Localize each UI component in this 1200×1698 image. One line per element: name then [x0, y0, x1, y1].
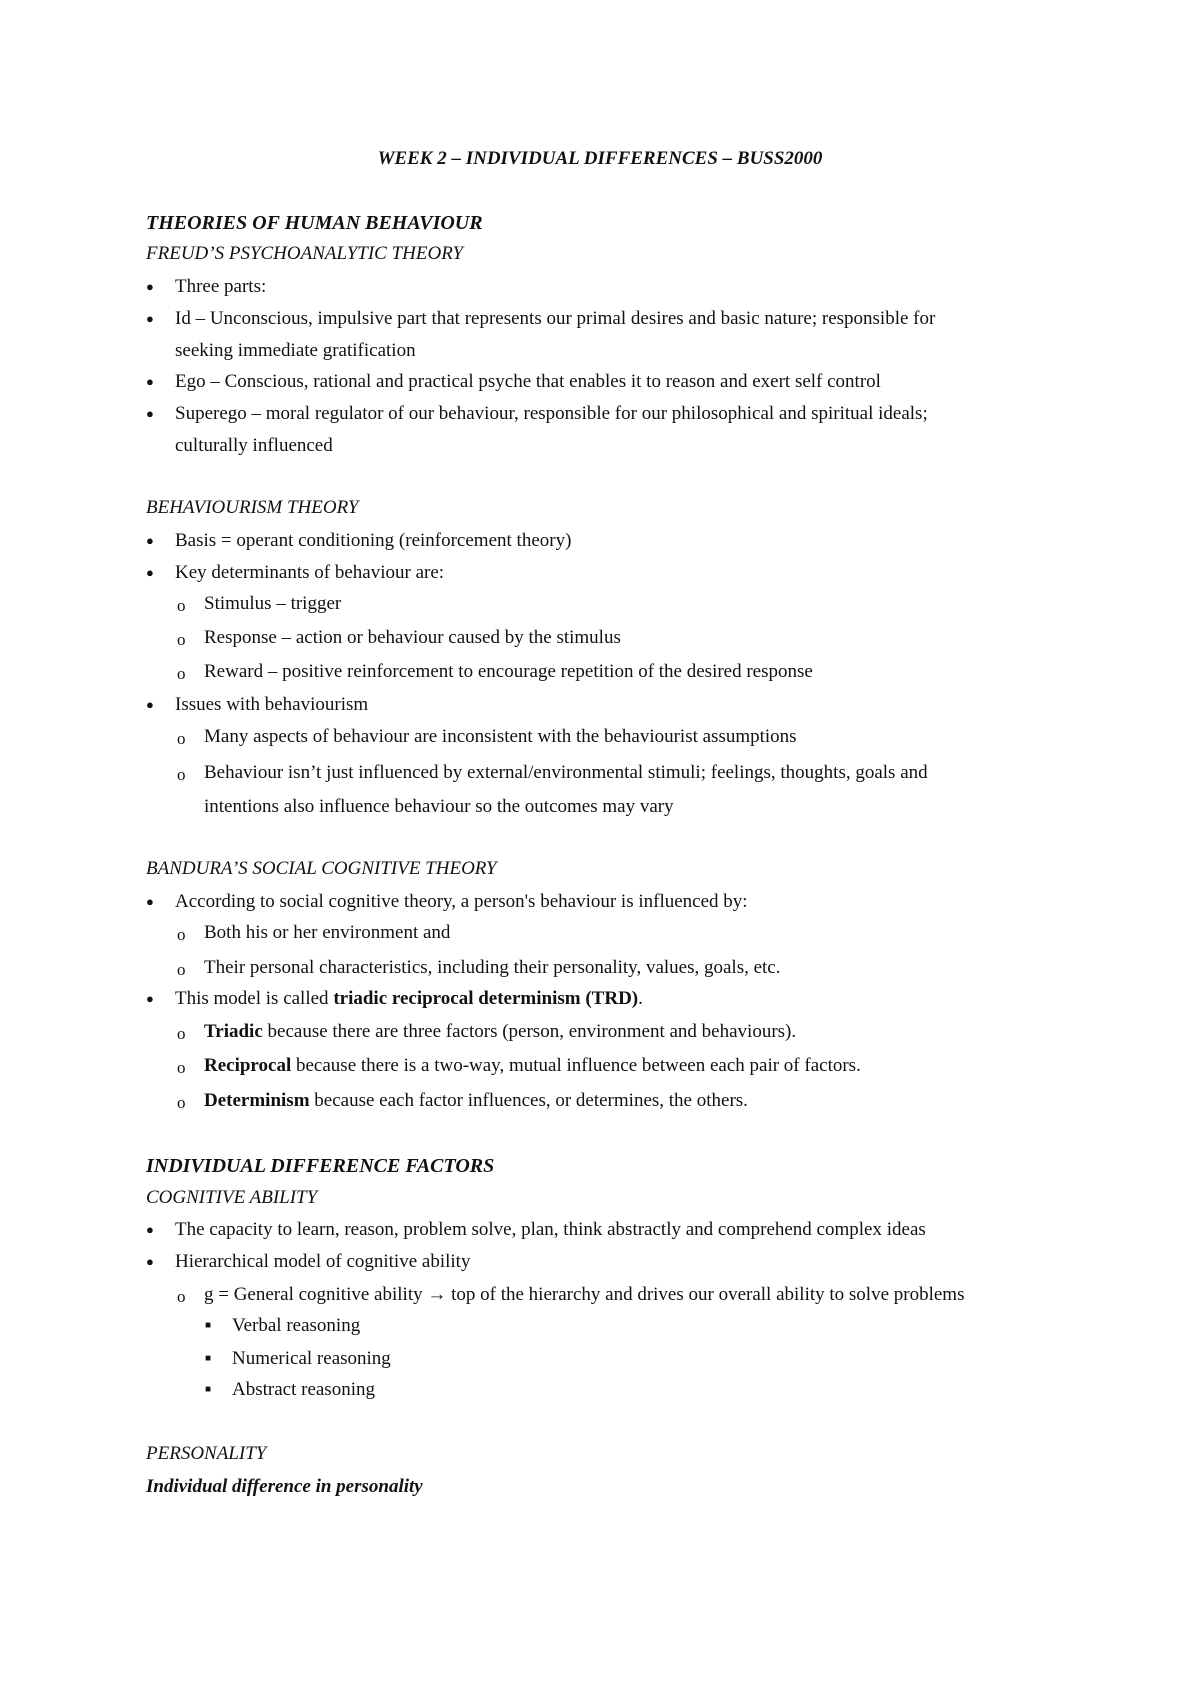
section-heading-theories: THEORIES OF HUMAN BEHAVIOUR: [146, 212, 483, 234]
list-item: Abstract reasoning: [232, 1379, 375, 1400]
circle-marker: o: [177, 729, 186, 748]
emphasis: triadic reciprocal determinism (TRD): [333, 988, 639, 1009]
circle-marker: o: [177, 925, 186, 944]
bullet-marker: ●: [146, 1254, 154, 1269]
list-item: Basis = operant conditioning (reinforcement theory): [175, 530, 572, 551]
list-item-continuation: culturally influenced: [175, 435, 333, 456]
list-item: Three parts:: [175, 276, 267, 297]
list-item: Ego – Conscious, rational and practical psyche that enables it to reason and exert self control: [175, 371, 881, 392]
circle-marker: o: [177, 1058, 186, 1077]
text: .: [638, 988, 643, 1009]
circle-marker: o: [177, 1093, 186, 1112]
bullet-marker: ●: [146, 991, 154, 1006]
list-item: Id – Unconscious, impulsive part that represents our primal desires and basic nature; responsible for: [175, 308, 936, 329]
list-item-determinism: [204, 1091, 748, 1110]
text: top of the hierarchy and drives our overall ability to solve problems: [446, 1284, 965, 1305]
emphasis: Determinism: [204, 1090, 310, 1111]
list-item: Reward – positive reinforcement to encourage repetition of the desired response: [204, 661, 813, 682]
circle-marker: o: [177, 630, 186, 649]
subheading-personality: PERSONALITY: [146, 1443, 267, 1464]
list-item-g: [204, 1285, 964, 1304]
bullet-marker: ●: [146, 894, 154, 909]
text: g = General cognitive ability: [204, 1284, 428, 1305]
document-title: WEEK 2 – INDIVIDUAL DIFFERENCES – BUSS2000: [377, 148, 823, 169]
list-item: Behaviour isn’t just influenced by external/environmental stimuli; feelings, thoughts, goals and: [204, 762, 928, 783]
circle-marker: o: [177, 664, 186, 683]
bullet-marker: ●: [146, 374, 154, 389]
list-item: According to social cognitive theory, a person's behaviour is influenced by:: [175, 891, 748, 912]
text: This model is called: [175, 988, 334, 1009]
circle-marker: o: [177, 960, 186, 979]
list-item: Both his or her environment and: [204, 922, 451, 943]
list-item: Key determinants of behaviour are:: [175, 562, 445, 583]
sub-subheading-personality: Individual difference in personality: [146, 1476, 423, 1497]
bullet-marker: ●: [146, 1222, 154, 1237]
subheading-bandura: BANDURA’S SOCIAL COGNITIVE THEORY: [146, 858, 497, 879]
text: because there are three factors (person, environment and behaviours).: [262, 1021, 797, 1042]
circle-marker: o: [177, 596, 186, 615]
emphasis: Triadic: [204, 1021, 263, 1042]
emphasis: Reciprocal: [204, 1055, 292, 1076]
list-item: Response – action or behaviour caused by the stimulus: [204, 627, 621, 648]
list-item: Many aspects of behaviour are inconsistent with the behaviourist assumptions: [204, 726, 797, 747]
subheading-cognitive-ability: COGNITIVE ABILITY: [146, 1187, 318, 1208]
list-item-triadic: [204, 1022, 796, 1041]
text: because each factor influences, or determines, the others.: [309, 1090, 748, 1111]
list-item-continuation: seeking immediate gratification: [175, 340, 416, 361]
list-item: Their personal characteristics, including their personality, values, goals, etc.: [204, 957, 781, 978]
text: because there is a two-way, mutual influence between each pair of factors.: [291, 1055, 861, 1076]
section-heading-individual-difference: INDIVIDUAL DIFFERENCE FACTORS: [146, 1155, 495, 1177]
list-item: Superego – moral regulator of our behaviour, responsible for our philosophical and spiritual ideals;: [175, 403, 928, 424]
list-item: Numerical reasoning: [232, 1348, 391, 1369]
bullet-marker: ●: [146, 406, 154, 421]
list-item: Issues with behaviourism: [175, 694, 369, 715]
bullet-marker: ●: [146, 279, 154, 294]
bullet-marker: ●: [146, 565, 154, 580]
circle-marker: o: [177, 765, 186, 784]
list-item: Verbal reasoning: [232, 1315, 361, 1336]
circle-marker: o: [177, 1287, 186, 1306]
bullet-marker: ●: [146, 697, 154, 712]
arrow-right-icon: →: [427, 1284, 447, 1305]
circle-marker: o: [177, 1024, 186, 1043]
list-item-trd: [175, 989, 643, 1008]
subheading-freud: FREUD’S PSYCHOANALYTIC THEORY: [146, 243, 464, 264]
bullet-marker: ●: [146, 533, 154, 548]
list-item: Stimulus – trigger: [204, 593, 342, 614]
bullet-marker: ●: [146, 311, 154, 326]
subheading-behaviourism: BEHAVIOURISM THEORY: [146, 497, 359, 518]
list-item: The capacity to learn, reason, problem solve, plan, think abstractly and comprehend complex ideas: [175, 1219, 926, 1240]
square-marker: ■: [205, 1353, 212, 1364]
square-marker: ■: [205, 1384, 212, 1395]
list-item-reciprocal: [204, 1056, 861, 1075]
list-item: Hierarchical model of cognitive ability: [175, 1251, 471, 1272]
square-marker: ■: [205, 1320, 212, 1331]
list-item-continuation: intentions also influence behaviour so the outcomes may vary: [204, 796, 674, 817]
